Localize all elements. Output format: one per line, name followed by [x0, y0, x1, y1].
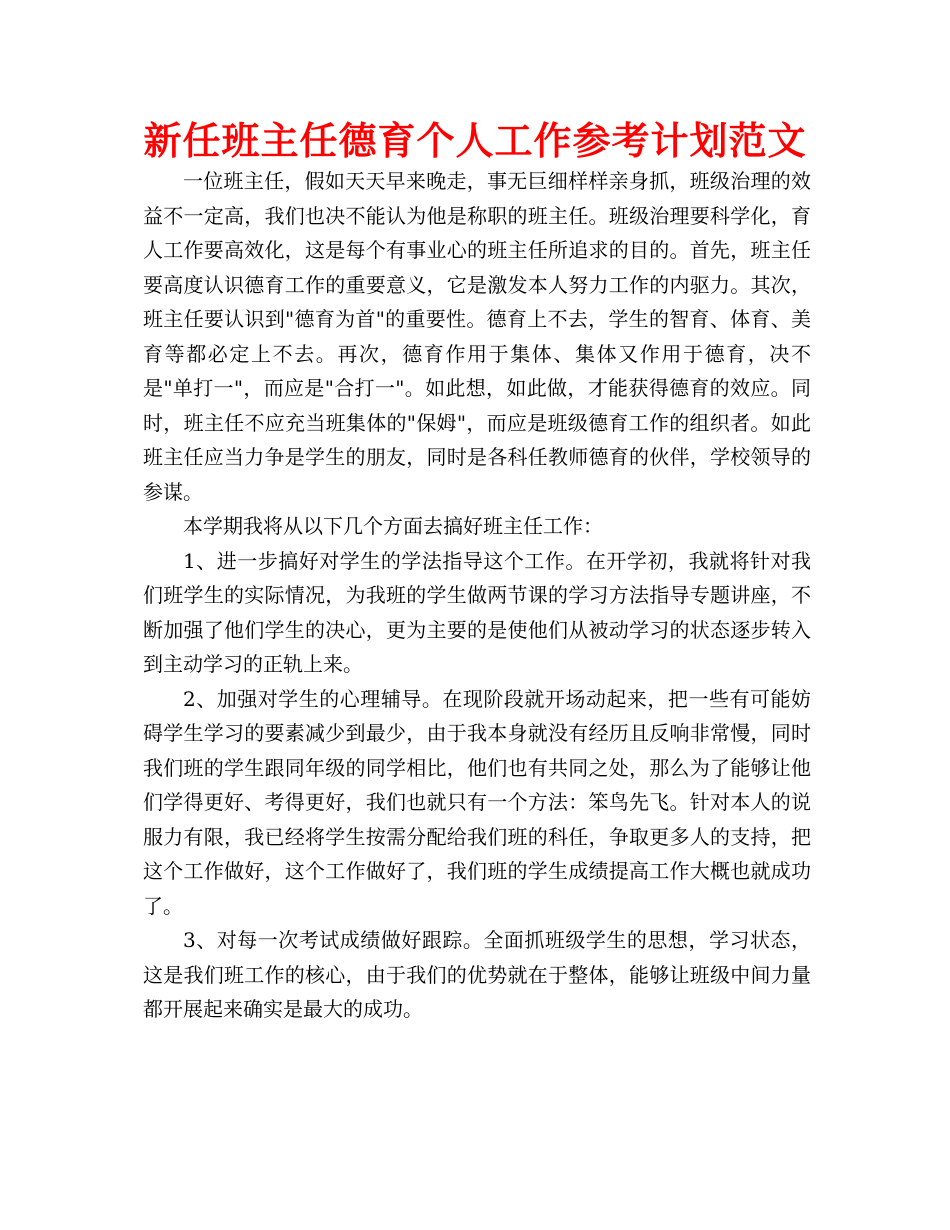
- document-title: 新任班主任德育个人工作参考计划范文: [143, 119, 807, 163]
- paragraph-item-1: 1、进一步搞好对学生的学法指导这个工作。在开学初，我就将针对我们班学生的实际情况，为我班的学生做两节课的学习方法指导专题讲座，不断加强了他们学生的决心，更为主要的是使他们从被动学习的状态逐步转入到主动学习的正轨上来。: [143, 548, 811, 676]
- paragraph-item-2: 2、加强对学生的心理辅导。在现阶段就开场动起来，把一些有可能妨碍学生学习的要素减少到最少，由于我本身就没有经历且反响非常慢，同时我们班的学生跟同年级的同学相比，他们也有共同之处，那么为了能够让他们学得更好、考得更好，我们也就只有一个方法：笨鸟先飞。针对本人的说服力有限，我已经将学生按需分配给我们班的科任，争取更多人的支持，把这个工作做好，这个工作做好了，我们班的学生成绩提高工作大概也就成功了。: [143, 686, 811, 918]
- paragraph-intro: 一位班主任，假如天天早来晚走，事无巨细样样亲身抓，班级治理的效益不一定高，我们也决不能认为他是称职的班主任。班级治理要科学化，育人工作要高效化，这是每个有事业心的班主任所追求的目的。首先，班主任要高度认识德育工作的重要意义，它是激发本人努力工作的内驱力。其次，班主任要认识到"德育为首"的重要性。德育上不去，学生的智育、体育、美育等都必定上不去。再次，德育作用于集体、集体又作用于德育，决不是"单打一"，而应是"合打一"。如此想，如此做，才能获得德育的效应。同时，班主任不应充当班集体的"保姆"，而应是班级德育工作的组织者。如此班主任应当力争是学生的朋友，同时是各科任教师德育的伙伴，学校领导的参谋。: [143, 169, 811, 504]
- document-body: [143, 164, 811, 1027]
- paragraph-plan-lead: 本学期我将从以下几个方面去搞好班主任工作：: [183, 514, 603, 538]
- paragraph-item-3: 3、对每一次考试成绩做好跟踪。全面抓班级学生的思想，学习状态，这是我们班工作的核心，由于我们的优势就在于整体，能够让班级中间力量都开展起来确实是最大的成功。: [143, 928, 811, 1021]
